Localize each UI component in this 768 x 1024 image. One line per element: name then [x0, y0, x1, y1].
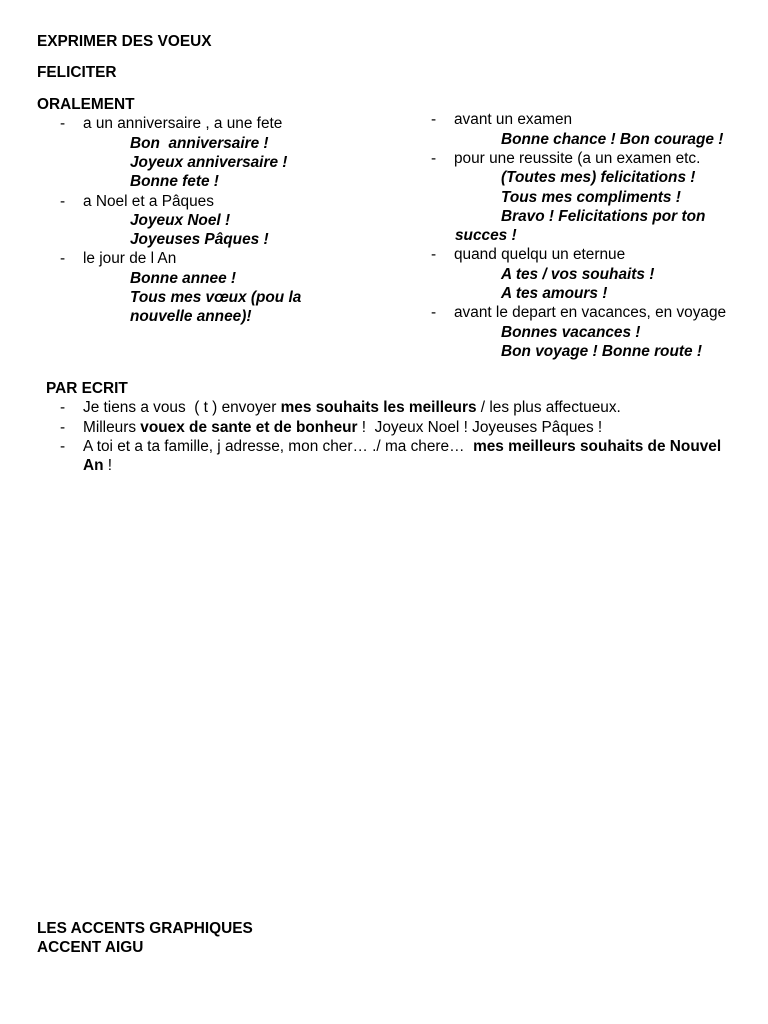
bullet-marker: -: [431, 149, 437, 167]
written-line: [83, 398, 621, 417]
occasion-label: avant le depart en vacances, en voyage: [454, 304, 727, 322]
written-item-continued: [0, 456, 768, 475]
occasion-item: [371, 149, 768, 168]
wish-row: [0, 172, 371, 191]
wish-row: [371, 342, 768, 361]
written-text: Je tiens a vous ( t ) envoyer: [83, 399, 281, 417]
wish-phrase: nouvelle annee)!: [130, 308, 252, 326]
wish-phrase: Bonne fete !: [130, 173, 219, 191]
wish-phrase: Tous mes vœux (pou la: [130, 289, 302, 307]
occasion-label: le jour de l An: [83, 250, 177, 268]
wish-row: [0, 269, 371, 288]
written-emphasis: mes souhaits les meilleurs: [280, 399, 477, 417]
wish-phrase: A tes amours !: [501, 285, 608, 303]
wish-row: [0, 153, 371, 172]
oral-list-right: [371, 110, 768, 361]
wish-row: [371, 265, 768, 284]
wish-phrase: Bon voyage ! Bonne route !: [501, 342, 702, 360]
document-title: EXPRIMER DES VOEUX: [37, 33, 212, 51]
written-line: [83, 456, 112, 475]
wish-phrase: Joyeuses Pâques !: [130, 231, 269, 249]
written-line: [83, 437, 721, 456]
bullet-marker: -: [60, 418, 66, 436]
wish-row: [371, 188, 768, 207]
wish-row: [371, 323, 768, 342]
wish-phrase-continued: succes !: [455, 227, 517, 245]
wish-row: [0, 307, 371, 326]
written-item: [0, 398, 768, 417]
wish-row: [371, 168, 768, 187]
occasion-item: [0, 249, 371, 268]
wish-phrase: Bravo ! Felicitations por ton: [501, 207, 706, 225]
bullet-marker: -: [431, 304, 437, 322]
occasion-label: avant un examen: [454, 111, 573, 129]
accents-heading: LES ACCENTS GRAPHIQUES: [37, 920, 253, 938]
occasion-label: a un anniversaire , a une fete: [83, 115, 283, 133]
oral-list-left: [0, 114, 371, 326]
occasion-label: quand quelqu un eternue: [454, 246, 626, 264]
occasion-item: [371, 110, 768, 129]
written-item: [0, 437, 768, 456]
wish-phrase: Bonne chance ! Bon courage !: [501, 130, 724, 148]
bullet-marker: -: [60, 115, 66, 133]
wish-row: [371, 226, 768, 245]
bullet-marker: -: [431, 246, 437, 264]
wish-phrase: Tous mes compliments !: [501, 188, 681, 206]
written-emphasis: An: [83, 457, 104, 475]
occasion-item: [0, 114, 371, 133]
section-heading: FELICITER: [37, 64, 117, 82]
occasion-label: a Noel et a Pâques: [83, 192, 214, 210]
oral-heading: ORALEMENT: [37, 96, 135, 114]
wish-row: [371, 130, 768, 149]
bullet-marker: -: [60, 437, 66, 455]
wish-phrase: Bonne annee !: [130, 269, 237, 287]
written-heading: PAR ECRIT: [46, 380, 128, 398]
written-emphasis: vouex de sante et de bonheur: [140, 418, 358, 436]
wish-row: [371, 284, 768, 303]
wish-phrase: Bonnes vacances !: [501, 323, 641, 341]
wish-row: [0, 134, 371, 153]
wish-row: [371, 207, 768, 226]
wish-phrase: A tes / vos souhaits !: [501, 265, 655, 283]
bullet-marker: -: [60, 192, 66, 210]
wish-row: [0, 211, 371, 230]
occasion-item: [371, 245, 768, 264]
occasion-item: [371, 303, 768, 322]
wish-phrase: Joyeux anniversaire !: [130, 153, 288, 171]
bullet-marker: -: [60, 399, 66, 417]
wish-row: [0, 230, 371, 249]
written-item: [0, 418, 768, 437]
bullet-marker: -: [431, 111, 437, 129]
written-text: ! Joyeux Noel ! Joyeuses Pâques !: [357, 418, 603, 436]
wish-row: [0, 288, 371, 307]
written-text: A toi et a ta famille, j adresse, mon cher… ./ ma chere…: [83, 437, 474, 455]
written-list: [0, 398, 768, 475]
written-text: / les plus affectueux.: [476, 399, 621, 417]
written-text: !: [103, 457, 113, 475]
written-emphasis: mes meilleurs souhaits de Nouvel: [473, 437, 722, 455]
written-line: [83, 418, 602, 437]
wish-phrase: (Toutes mes) felicitations !: [501, 169, 696, 187]
bullet-marker: -: [60, 250, 66, 268]
wish-phrase: Joyeux Noel !: [130, 211, 231, 229]
wish-phrase: Bon anniversaire !: [130, 134, 269, 152]
accent-aigu-heading: ACCENT AIGU: [37, 939, 144, 957]
occasion-label: pour une reussite (a un examen etc.: [454, 149, 701, 167]
written-text: Milleurs: [83, 418, 141, 436]
occasion-item: [0, 192, 371, 211]
